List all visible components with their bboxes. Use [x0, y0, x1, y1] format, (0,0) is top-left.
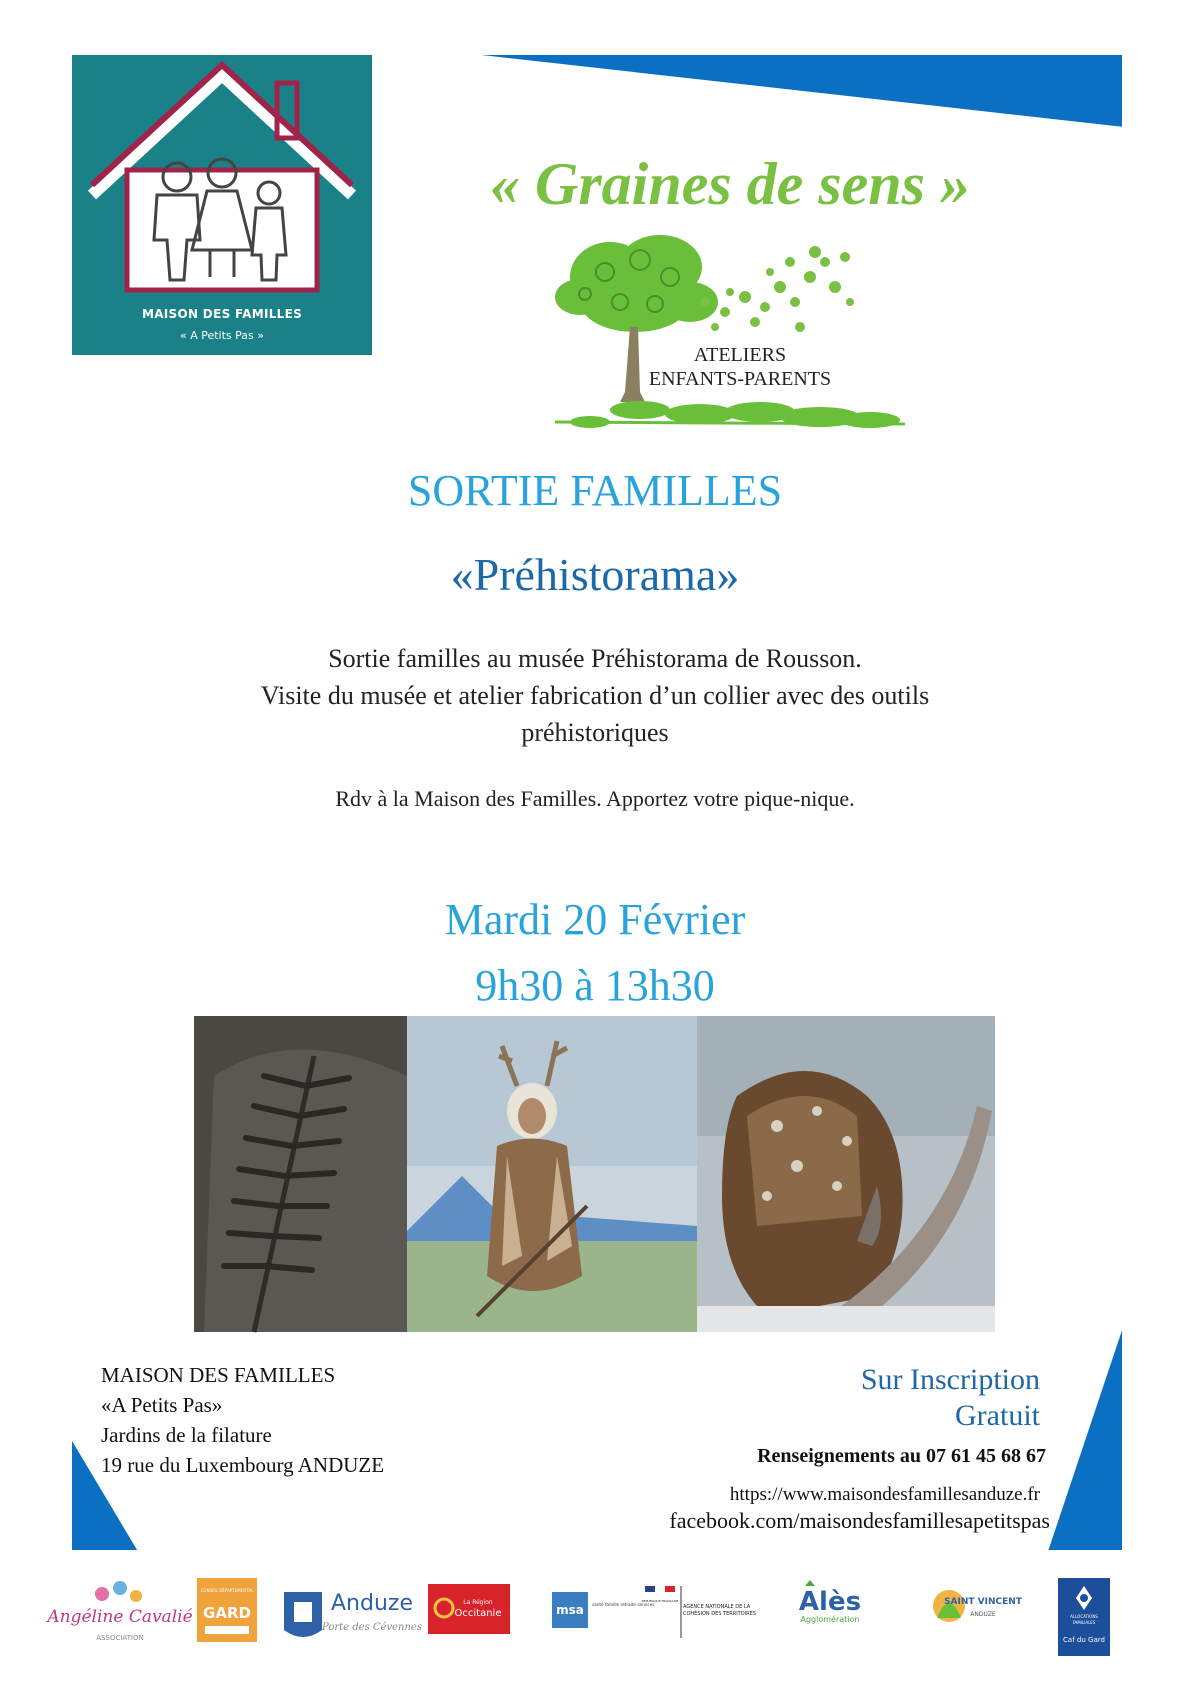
partner-logos [47, 1578, 1130, 1678]
meeting-point: Rdv à la Maison des Familles. Apportez votre pique-nique. [335, 786, 855, 811]
ateliers-label [600, 343, 880, 391]
address-block [101, 1360, 481, 1480]
partner-sub-6: RÉPUBLIQUE FRANÇAISE [641, 1599, 679, 1603]
address-line-1: MAISON DES FAMILLES [101, 1363, 336, 1387]
photo-strip [194, 1016, 995, 1332]
partner-name-3: Anduze [331, 1591, 413, 1616]
saint-vincent-logo [925, 1578, 1022, 1646]
facebook-link[interactable]: facebook.com/maisondesfamillesapetitspas [669, 1508, 1050, 1533]
tree-icon [550, 232, 910, 437]
address-line-3: Jardins de la filature [101, 1423, 272, 1447]
logo-name: MAISON DES FAMILLES [141, 307, 303, 321]
partner-sub-3: Porte des Cévennes [322, 1622, 422, 1633]
maison-des-familles-logo [72, 55, 372, 355]
partner-name-1: Angéline Cavalié [47, 1607, 193, 1627]
partner-sub-2: CONSEIL DÉPARTEMENTAL [200, 1588, 254, 1593]
fossil-photo [194, 1016, 407, 1332]
phone-info: Renseignements au 07 61 45 68 67 [757, 1445, 1046, 1467]
partner-sub-4: La Région [463, 1599, 493, 1606]
inscription-block [760, 1362, 1040, 1434]
caf-logo [1058, 1578, 1110, 1662]
rhinoceros-photo [697, 1016, 995, 1332]
ales-logo [775, 1578, 885, 1642]
partner-sub-9: ALLOCATIONS FAMILIALES [1070, 1614, 1098, 1625]
anct-logo [641, 1578, 765, 1652]
description-line-1: Sortie familles au musée Préhistorama de Rousson. [328, 644, 862, 673]
website-link[interactable]: https://www.maisondesfamillesanduze.fr [729, 1484, 1040, 1505]
shaman-photo [407, 1016, 697, 1332]
address-line-2: «A Petits Pas» [101, 1393, 223, 1417]
occitanie-logo [428, 1578, 510, 1642]
partner-sub-5: santé famille retraite services [592, 1602, 655, 1607]
address-line-4: 19 rue du Luxembourg ANDUZE [101, 1453, 385, 1477]
partner-name-5: msa [556, 1603, 584, 1617]
partner-name-8: SAINT VINCENT [944, 1597, 1022, 1607]
partner-name-9: Caf du Gard [1063, 1636, 1105, 1644]
description-line-3: préhistoriques [521, 718, 669, 747]
angeline-cavalie-logo [47, 1578, 193, 1662]
msa-logo [552, 1578, 655, 1638]
anduze-logo [282, 1578, 422, 1652]
event-date: Mardi 20 Février [444, 895, 746, 944]
event-name: «Préhistorama» [450, 549, 740, 600]
page-title: « Graines de sens » [489, 151, 971, 217]
partner-name-6: AGENCE NATIONALE DE LA COHÉSION DES TERRITOIRES [683, 1604, 756, 1617]
partner-name-7: Alès [798, 1587, 862, 1617]
partner-sub-8: ANDUZE [970, 1611, 996, 1618]
ateliers-line-2: ENFANTS-PARENTS [648, 368, 832, 390]
event-heading: SORTIE FAMILLES [407, 466, 783, 515]
event-description [140, 640, 1050, 751]
partner-sub-1: ASSOCIATION [96, 1634, 144, 1642]
gard-logo [195, 1578, 259, 1652]
inscription-label: Sur Inscription [860, 1363, 1040, 1396]
event-datetime [300, 887, 890, 1019]
ateliers-line-1: ATELIERS [693, 344, 787, 366]
partner-name-2: GARD [203, 1604, 251, 1622]
partner-name-4: Occitanie [454, 1608, 502, 1619]
event-time: 9h30 à 13h30 [475, 961, 715, 1010]
partner-sub-7: Agglomération [800, 1615, 860, 1624]
price-label: Gratuit [955, 1399, 1040, 1432]
logo-subtitle: « A Petits Pas » [179, 329, 264, 342]
description-line-2: Visite du musée et atelier fabrication d’un collier avec des outils [260, 681, 930, 710]
house-family-icon [72, 55, 372, 315]
